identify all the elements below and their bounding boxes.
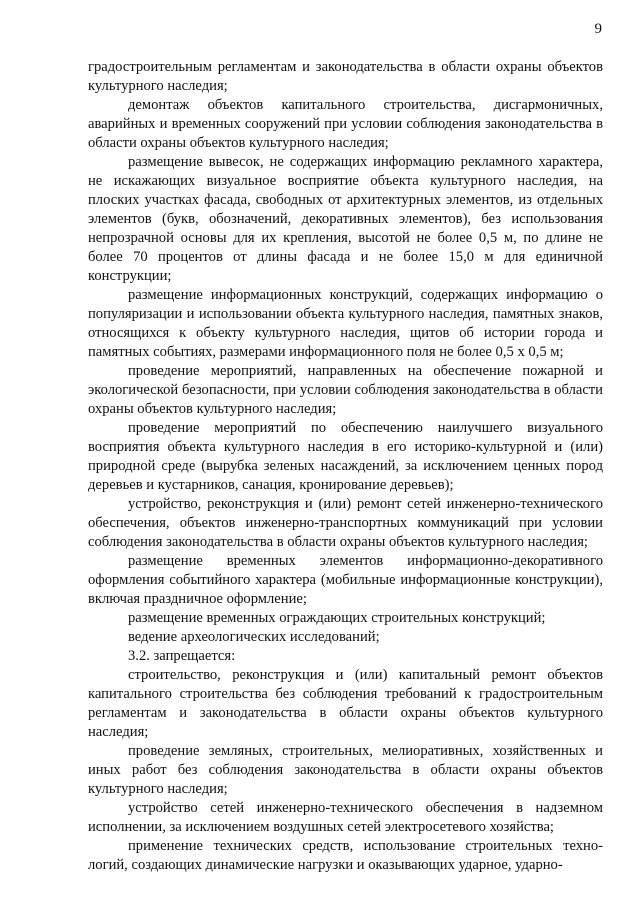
paragraph-signage: размещение вывесок, не содержащих информацию рекламного характера, не искажающих визуальное восприятие объекта культурного наследия, на плоских участках фасада, свободных от архитектурных элементов, из отдельных элементов (букв, обозначений, декоративных элементов), без использования непрозрачной основы для их крепления, высотой не более 0,5 м, по длине не более 70 процентов от длины фасада и не более 15,0 м для единичной конструкции; <box>88 154 603 284</box>
paragraph-archaeology: ведение археологических исследований; <box>128 629 380 645</box>
paragraph-earthworks-prohibited: проведение земляных, строительных, мелиоративных, хозяйственных и иных работ без соблюдения законодательства в области охраны объектов культурного наследия; <box>88 743 603 797</box>
document-body <box>88 58 603 875</box>
paragraph-info-constructions: размещение информационных конструкций, содержащих информацию о популяризации и использовании объекта культурного наследия, памятных знаков, относящихся к объекту культурного наследия, щитов об истории города и памятных событиях, размерами информационного поля не более 0,5 х 0,5 м; <box>88 287 603 360</box>
paragraph-technical-means: применение технических средств, использование строительных техно-логий, создающих динамические нагрузки и оказывающих ударное, ударно- <box>88 838 603 873</box>
paragraph-dismantling: демонтаж объектов капитального строительства, дисгармоничных, аварийных и временных сооружений при условии соблюдения законодательства в области охраны объектов культурного наследия; <box>88 97 603 151</box>
page-number: 9 <box>594 21 602 37</box>
section-heading-prohibited: 3.2. запрещается: <box>128 648 236 664</box>
paragraph-temporary-decor: размещение временных элементов информационно-декоративного оформления событийного характера (мобильные информационные конструкции), включая праздничное оформление; <box>88 553 603 607</box>
paragraph-engineering-networks: устройство, реконструкция и (или) ремонт сетей инженерно-технического обеспечения, объектов инженерно-транспортных коммуникаций при условии соблюдения законодательства в области охраны объектов культурного наследия; <box>88 496 603 550</box>
paragraph-construction-prohibited: строительство, реконструкция и (или) капитальный ремонт объектов капитального строительства без соблюдения требований к градостроительным регламентам и законодательства в области охраны объектов культурного наследия; <box>88 667 603 740</box>
paragraph-overhead-networks: устройство сетей инженерно-технического обеспечения в надземном исполнении, за исключением воздушных сетей электросетевого хозяйства; <box>88 800 603 835</box>
paragraph-continuation: градостроительным регламентам и законодательства в области охраны объектов культурного наследия; <box>88 59 603 94</box>
paragraph-fire-safety: проведение мероприятий, направленных на обеспечение пожарной и экологической безопасности, при условии соблюдения законодательства в области охраны объектов культурного наследия; <box>88 363 603 417</box>
paragraph-visual-perception: проведение мероприятий по обеспечению наилучшего визуального восприятия объекта культурного наследия в его историко-культурной и (или) природной среде (вырубка зеленых насаждений, за исключением ценных пород деревьев и кустарников, санация, кронирование деревьев); <box>88 420 603 493</box>
paragraph-temporary-fences: размещение временных ограждающих строительных конструкций; <box>128 610 546 626</box>
